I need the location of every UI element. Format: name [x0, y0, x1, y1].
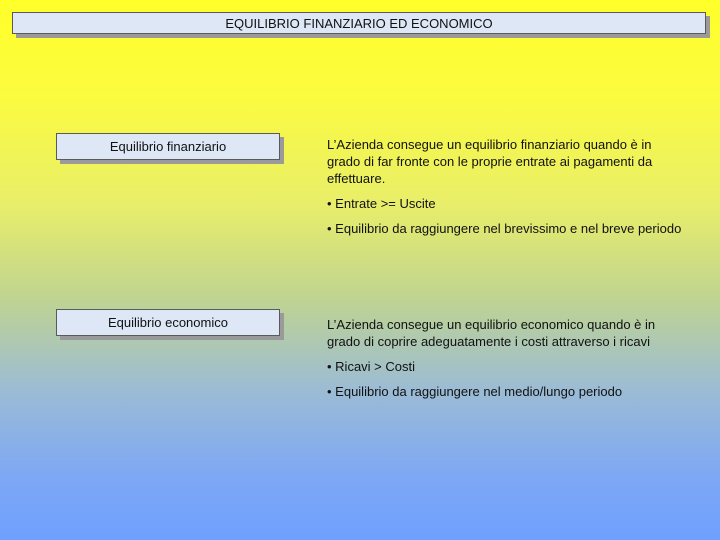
description-text: L’Azienda consegue un equilibrio economico quando è in grado di coprire adeguatamente i costi attraverso i ricavi — [327, 317, 656, 349]
description-equilibrio-finanziario — [327, 136, 687, 237]
bullet-item: • Equilibrio da raggiungere nel brevissimo e nel breve periodo — [327, 221, 682, 236]
label-equilibrio-finanziario: Equilibrio finanziario — [56, 133, 280, 160]
page-title: EQUILIBRIO FINANZIARIO ED ECONOMICO — [12, 12, 706, 34]
bullet-item: • Equilibrio da raggiungere nel medio/lungo periodo — [327, 384, 623, 399]
description-text: L’Azienda consegue un equilibrio finanziario quando è in grado di far fronte con le proprie entrate ai pagamenti da effettuare. — [327, 137, 653, 186]
description-equilibrio-economico — [327, 316, 687, 400]
label-equilibrio-economico: Equilibrio economico — [56, 309, 280, 336]
bullet-item: • Ricavi > Costi — [327, 359, 415, 374]
bullet-item: • Entrate >= Uscite — [327, 196, 436, 211]
